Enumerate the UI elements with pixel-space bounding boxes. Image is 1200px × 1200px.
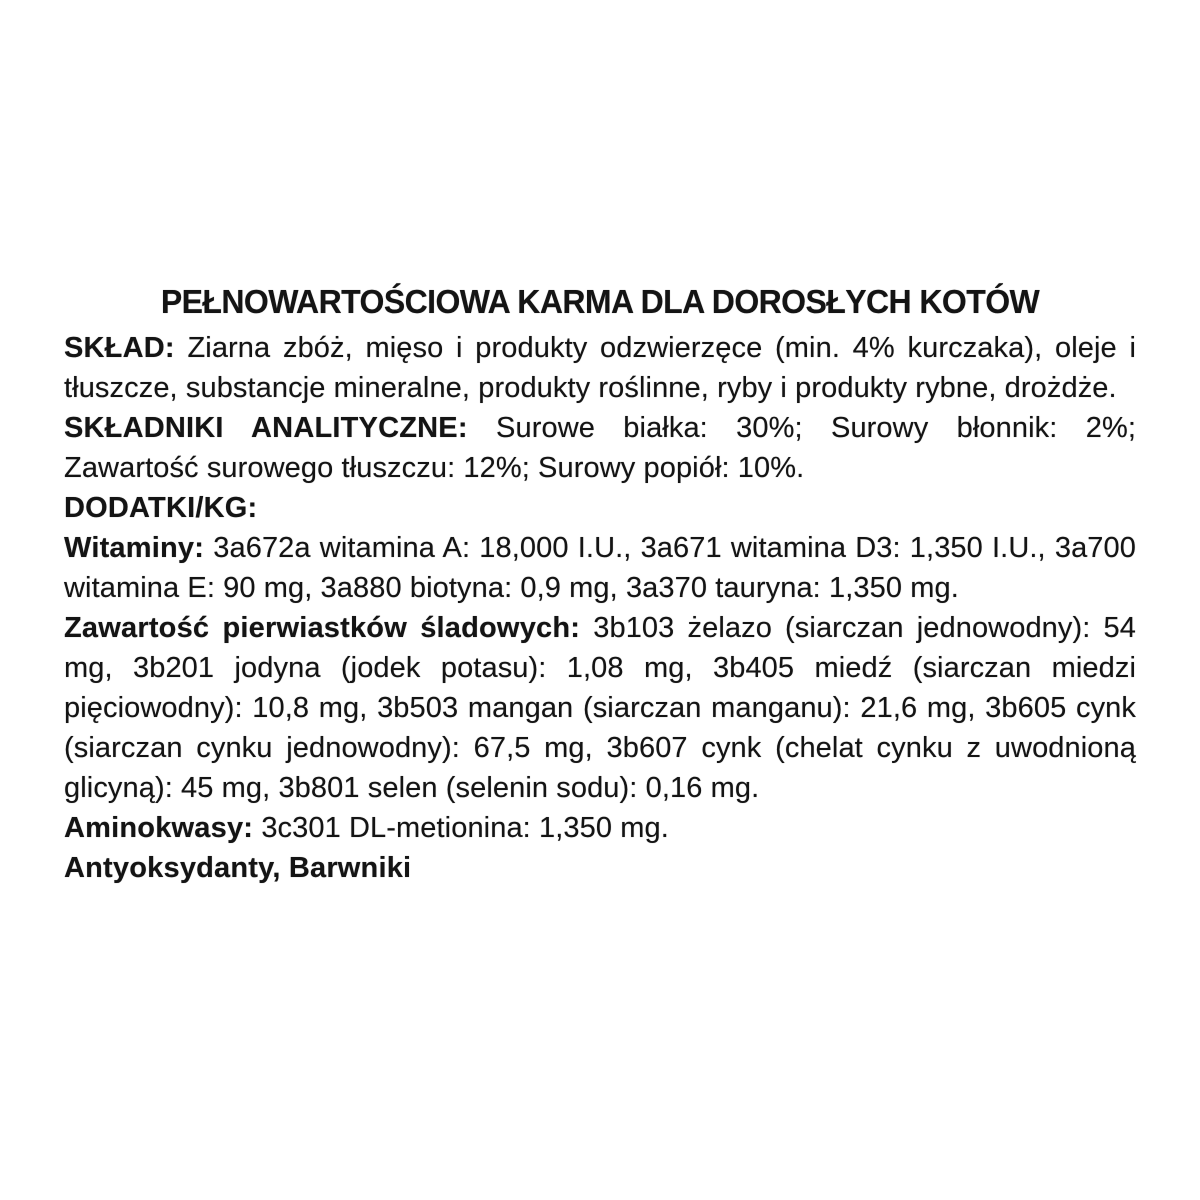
section-analityczne — [64, 408, 1136, 488]
section-analityczne-heading: SKŁADNIKI ANALITYCZNE: — [64, 412, 468, 444]
label-content — [64, 282, 1136, 888]
section-witaminy-heading: Witaminy: — [64, 532, 205, 564]
section-dodatki — [64, 488, 1136, 528]
section-sklad — [64, 328, 1136, 408]
section-witaminy-text: 3a672a witamina A: 18,000 I.U., 3a671 witamina D3: 1,350 I.U., 3a700 witamina E: 90 mg, 3a880 biotyna: 0,9 mg, 3a370 tauryna: 1,350 mg. — [64, 532, 1136, 604]
section-pierwiastki-text: 3b103 żelazo (siarczan jednowodny): 54 mg, 3b201 jodyna (jodek potasu): 1,08 mg, 3b405 miedź (siarczan miedzi pięciowodny): 10,8 mg, 3b503 mangan (siarczan manganu): 21,6 mg, 3b605 cynk (siarczan cynku jednowodny): 67,5 mg, 3b607 cynk (chelat cynku z uwodnioną glicyną): 45 mg, 3b801 selen (selenin sodu): 0,16 mg. — [64, 612, 1136, 804]
section-aminokwasy-text: 3c301 DL-metionina: 1,350 mg. — [261, 812, 669, 844]
section-antyoksydanty-heading: Antyoksydanty, Barwniki — [64, 852, 412, 884]
section-dodatki-heading: DODATKI/KG: — [64, 492, 258, 524]
section-aminokwasy — [64, 808, 1136, 848]
section-aminokwasy-heading: Aminokwasy: — [64, 812, 254, 844]
section-antyoksydanty — [64, 848, 1136, 888]
section-analityczne-text: Surowe białka: 30%; Surowy błonnik: 2%; Zawartość surowego tłuszczu: 12%; Surowy popiół: 10%. — [64, 412, 1136, 484]
section-sklad-heading: SKŁAD: — [64, 332, 175, 364]
section-sklad-text: Ziarna zbóż, mięso i produkty odzwierzęce (min. 4% kurczaka), oleje i tłuszcze, substancje mineralne, produkty roślinne, ryby i produkty rybne, drożdże. — [64, 332, 1136, 404]
section-witaminy — [64, 528, 1136, 608]
section-pierwiastki-heading: Zawartość pierwiastków śladowych: — [64, 612, 581, 644]
label-title: PEŁNOWARTOŚCIOWA KARMA DLA DOROSŁYCH KOTÓW — [160, 283, 1040, 320]
section-pierwiastki — [64, 608, 1136, 808]
